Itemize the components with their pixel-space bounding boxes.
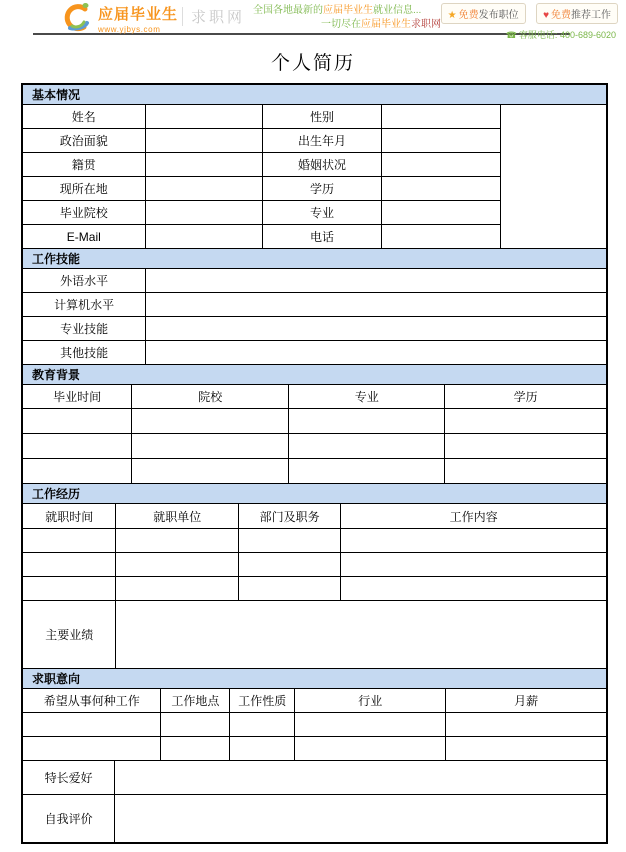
intention-section (22, 668, 607, 761)
work-row (23, 529, 607, 553)
recommend-job-button[interactable]: ♥ 免费推荐工作 (536, 3, 618, 24)
phone-icon: ☎ (505, 30, 517, 40)
intention-cell[interactable] (161, 713, 230, 737)
field-foreign-language[interactable] (146, 269, 607, 293)
intention-cell[interactable] (23, 713, 161, 737)
field-other-skills[interactable] (146, 341, 607, 365)
field-political-status[interactable] (145, 129, 262, 153)
photo-cell[interactable] (500, 105, 606, 249)
education-row (23, 409, 607, 434)
section-header-work: 工作经历 (23, 484, 607, 504)
education-cell[interactable] (132, 434, 289, 459)
resume-title: 个人简历 (270, 53, 355, 74)
work-cell[interactable] (239, 577, 341, 601)
label-native-place: 籍贯 (23, 153, 146, 177)
label-name: 姓名 (23, 105, 146, 129)
education-cell[interactable] (132, 459, 289, 484)
label-achievements: 主要业绩 (23, 601, 116, 669)
intention-row (23, 737, 607, 761)
work-section (22, 483, 607, 669)
logo-divider (182, 7, 183, 26)
work-cell[interactable] (23, 577, 116, 601)
field-major[interactable] (382, 201, 501, 225)
field-name[interactable] (145, 105, 262, 129)
column-header-work-location: 工作地点 (161, 689, 230, 713)
label-email: E-Mail (23, 225, 146, 249)
field-gender[interactable] (382, 105, 501, 129)
work-row (23, 553, 607, 577)
service-phone (435, 28, 616, 41)
field-self-evaluation[interactable] (115, 795, 607, 843)
work-cell[interactable] (239, 553, 341, 577)
field-native-place[interactable] (145, 153, 262, 177)
label-professional-skills: 专业技能 (23, 317, 146, 341)
intention-cell[interactable] (295, 737, 446, 761)
field-phone[interactable] (382, 225, 501, 249)
resume-form (22, 84, 607, 843)
work-cell[interactable] (23, 553, 116, 577)
column-header-school: 院校 (132, 385, 289, 409)
section-header-basic: 基本情况 (23, 85, 607, 105)
heart-icon: ♥ (543, 10, 549, 21)
label-foreign-language: 外语水平 (23, 269, 146, 293)
education-cell[interactable] (289, 459, 445, 484)
basic-info-section (22, 84, 607, 249)
column-header-major: 专业 (289, 385, 445, 409)
work-cell[interactable] (341, 553, 607, 577)
column-header-desired-job: 希望从事何种工作 (23, 689, 161, 713)
work-cell[interactable] (239, 529, 341, 553)
header-right (435, 3, 618, 41)
field-achievements[interactable] (116, 601, 607, 669)
logo-site-name: 应届毕业生 (98, 6, 179, 23)
work-cell[interactable] (341, 529, 607, 553)
table-row (23, 504, 607, 529)
intention-cell[interactable] (230, 737, 295, 761)
table-row (23, 761, 607, 795)
star-icon: ★ (447, 10, 457, 21)
column-header-job-content: 工作内容 (341, 504, 607, 529)
column-header-salary: 月薪 (446, 689, 607, 713)
section-header-intention: 求职意向 (23, 669, 607, 689)
table-row (23, 269, 607, 293)
table-row (23, 341, 607, 365)
field-education-level[interactable] (382, 177, 501, 201)
intention-cell[interactable] (23, 737, 161, 761)
column-header-employ-time: 就职时间 (23, 504, 116, 529)
label-political-status: 政治面貌 (23, 129, 146, 153)
tagline-line2: 一切尽在应届毕业生求职网 (321, 19, 441, 30)
table-row (23, 795, 607, 843)
intention-cell[interactable] (230, 713, 295, 737)
header-buttons (435, 3, 618, 24)
work-cell[interactable] (116, 553, 239, 577)
tagline-line1: 全国各地最新的应届毕业生就业信息... (253, 5, 422, 16)
column-header-grad-time: 毕业时间 (23, 385, 132, 409)
column-header-employer: 就职单位 (116, 504, 239, 529)
field-graduate-school[interactable] (145, 201, 262, 225)
column-header-industry: 行业 (295, 689, 446, 713)
label-marital-status: 婚姻状况 (263, 153, 382, 177)
education-cell[interactable] (445, 459, 607, 484)
education-row (23, 459, 607, 484)
field-current-location[interactable] (145, 177, 262, 201)
work-cell[interactable] (341, 577, 607, 601)
field-computer-level[interactable] (146, 293, 607, 317)
intention-row (23, 713, 607, 737)
label-other-skills: 其他技能 (23, 341, 146, 365)
logo-site-url: www.yjbys.com (98, 25, 161, 34)
education-cell[interactable] (23, 434, 132, 459)
table-row (23, 317, 607, 341)
summary-section (22, 760, 607, 843)
education-section (22, 364, 607, 484)
service-phone-label: 客服电话: (518, 30, 558, 40)
table-row (23, 601, 607, 669)
education-cell[interactable] (289, 409, 445, 434)
skills-section (22, 248, 607, 365)
label-graduate-school: 毕业院校 (23, 201, 146, 225)
work-row (23, 577, 607, 601)
logo-text (98, 3, 188, 34)
label-self-evaluation: 自我评价 (23, 795, 115, 843)
table-row (23, 385, 607, 409)
column-header-dept-position: 部门及职务 (239, 504, 341, 529)
education-cell[interactable] (445, 434, 607, 459)
section-header-education: 教育背景 (23, 365, 607, 385)
label-birth-date: 出生年月 (263, 129, 382, 153)
field-professional-skills[interactable] (146, 317, 607, 341)
table-row (23, 689, 607, 713)
label-major: 专业 (263, 201, 382, 225)
label-phone: 电话 (263, 225, 382, 249)
field-birth-date[interactable] (382, 129, 501, 153)
column-header-degree: 学历 (445, 385, 607, 409)
service-phone-number: 400-689-6020 (559, 30, 616, 40)
education-cell[interactable] (289, 434, 445, 459)
work-cell[interactable] (116, 529, 239, 553)
label-gender: 性别 (263, 105, 382, 129)
work-cell[interactable] (116, 577, 239, 601)
label-specialty: 特长爱好 (23, 761, 115, 795)
table-row (23, 105, 607, 129)
field-marital-status[interactable] (382, 153, 501, 177)
education-cell[interactable] (132, 409, 289, 434)
education-cell[interactable] (445, 409, 607, 434)
field-specialty[interactable] (115, 761, 607, 795)
label-current-location: 现所在地 (23, 177, 146, 201)
work-cell[interactable] (23, 529, 116, 553)
post-job-button[interactable]: ★ 免费发布职位 (441, 3, 526, 24)
section-header-skills: 工作技能 (23, 249, 607, 269)
logo-swirl-icon (60, 2, 94, 33)
intention-cell[interactable] (446, 737, 607, 761)
label-computer-level: 计算机水平 (23, 293, 146, 317)
education-cell[interactable] (23, 409, 132, 434)
field-email[interactable] (145, 225, 262, 249)
site-header (0, 0, 626, 40)
education-cell[interactable] (23, 459, 132, 484)
table-row (23, 293, 607, 317)
column-header-job-type: 工作性质 (230, 689, 295, 713)
intention-cell[interactable] (295, 713, 446, 737)
label-education-level: 学历 (263, 177, 382, 201)
intention-cell[interactable] (161, 737, 230, 761)
site-tagline (253, 5, 441, 31)
education-row (23, 434, 607, 459)
intention-cell[interactable] (446, 713, 607, 737)
logo-site-suffix: 求职网 (191, 9, 246, 26)
